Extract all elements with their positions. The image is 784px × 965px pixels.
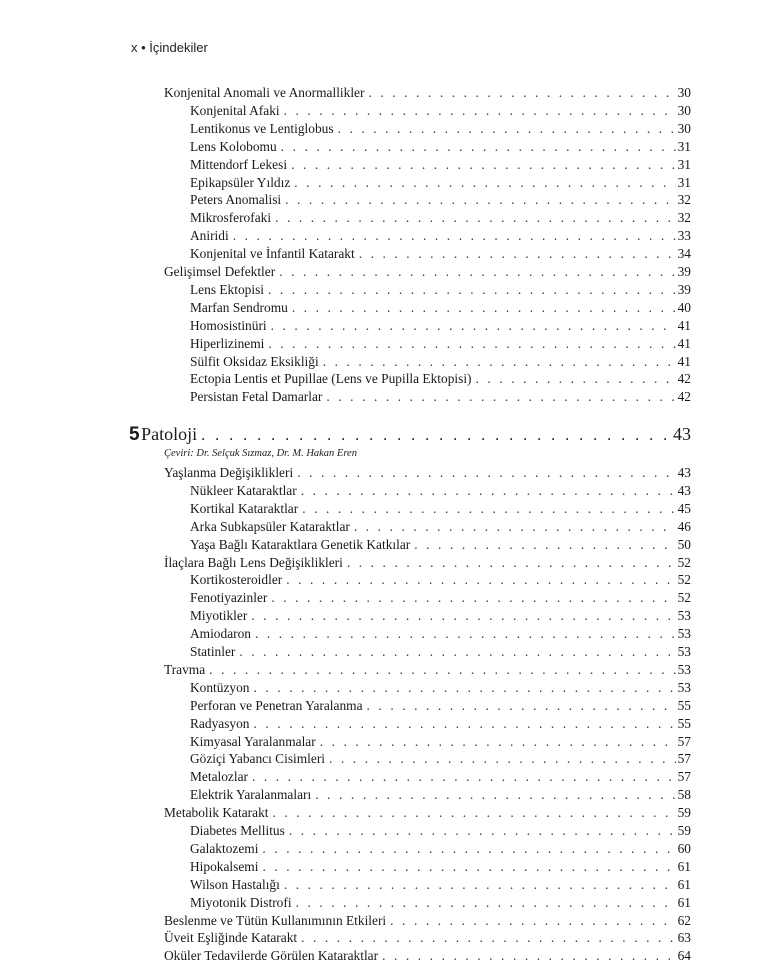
chapter-page: 43 xyxy=(673,424,691,444)
toc-entry-title: Diabetes Mellitus xyxy=(190,823,285,838)
leader-dots xyxy=(268,335,675,353)
toc-entry-page: 31 xyxy=(677,174,691,190)
toc-subsection-entry[interactable] xyxy=(190,500,691,518)
toc-entry-title: Epikapsüler Yıldız xyxy=(190,174,291,190)
toc-entry-title: Kortikal Kataraktlar xyxy=(190,500,299,516)
toc-subsection-entry[interactable] xyxy=(190,750,691,768)
toc-subsection-entry[interactable] xyxy=(190,894,691,912)
leader-dots xyxy=(382,947,676,965)
toc-entry-page: 39 xyxy=(677,281,691,297)
toc-subsection-entry[interactable] xyxy=(190,697,691,715)
toc-entry-title: Hipokalsemi xyxy=(190,858,259,874)
toc-section-entry[interactable] xyxy=(164,661,691,679)
leader-dots xyxy=(359,245,676,263)
toc-entry-title: Göziçi Yabancı Cisimleri xyxy=(190,751,326,767)
toc-subsection-entry[interactable] xyxy=(190,679,691,697)
leader-dots xyxy=(252,768,676,786)
toc-entry-page: 43 xyxy=(677,465,691,480)
toc-entry-title: Elektrik Yaralanmaları xyxy=(190,787,312,803)
toc-subsection-entry[interactable] xyxy=(190,518,691,536)
toc-entry-title: Oküler Tedavilerde Görülen Kataraktlar xyxy=(164,948,379,964)
toc-section-entry[interactable] xyxy=(164,912,691,930)
leader-dots xyxy=(326,388,675,406)
leader-dots xyxy=(367,697,676,715)
toc-subsection-entry[interactable] xyxy=(190,482,691,500)
toc-subsection-entry[interactable] xyxy=(190,120,691,138)
toc-section-entry[interactable] xyxy=(164,84,691,102)
toc-subsection-entry[interactable] xyxy=(190,589,691,607)
toc-subsection-entry[interactable] xyxy=(190,786,691,804)
toc-entry-page: 42 xyxy=(677,389,691,405)
chapter-title: Patoloji xyxy=(141,424,198,444)
toc-entry-page: 41 xyxy=(677,353,691,369)
toc-entry-page: 39 xyxy=(677,264,691,279)
toc-subsection-entry[interactable] xyxy=(190,370,691,388)
leader-dots xyxy=(284,102,676,120)
leader-dots xyxy=(414,536,675,554)
toc-entry-title: Metabolik Katarakt xyxy=(164,805,269,821)
toc-entry-title: Yaşa Bağlı Kataraktlara Genetik Katkılar xyxy=(190,536,411,552)
running-header: x • İçindekiler xyxy=(131,40,208,55)
toc-entry-title: Kontüzyon xyxy=(190,679,250,695)
leader-dots xyxy=(354,518,676,536)
toc-entry-title: Konjenital Anomali ve Anormallikler xyxy=(164,85,365,100)
toc-section-entry[interactable] xyxy=(164,929,691,947)
leader-dots xyxy=(302,500,675,518)
toc-entry-page: 53 xyxy=(677,661,691,677)
toc-entry-page: 61 xyxy=(677,876,691,892)
toc-entry-page: 61 xyxy=(677,894,691,910)
toc-entry-title: Galaktozemi xyxy=(190,840,259,856)
toc-entry-page: 58 xyxy=(677,787,691,803)
leader-dots xyxy=(262,858,675,876)
leader-dots xyxy=(338,120,676,138)
toc-entry-title: Metalozlar xyxy=(190,769,248,785)
toc-entry-page: 53 xyxy=(677,626,691,642)
toc-entry-page: 32 xyxy=(677,210,691,226)
leader-dots xyxy=(301,929,675,947)
toc-subsection-entry[interactable] xyxy=(190,299,691,317)
toc-entry-page: 40 xyxy=(677,299,691,315)
toc-entry-page: 57 xyxy=(677,751,691,767)
toc-entry-title: Miyotikler xyxy=(190,608,248,624)
toc-entry-page: 63 xyxy=(677,930,691,946)
leader-dots xyxy=(233,227,676,245)
leader-dots xyxy=(368,84,675,102)
leader-dots xyxy=(297,464,675,482)
toc-entry-title: Radyasyon xyxy=(190,715,250,731)
leader-dots xyxy=(254,715,676,733)
leader-dots xyxy=(289,822,676,840)
toc-entry-page: 45 xyxy=(677,500,691,516)
toc-entry-title: Üveit Eşliğinde Katarakt xyxy=(164,930,298,946)
toc-entry-title: Lens Ektopisi xyxy=(190,281,265,297)
toc-entry-title: Aniridi xyxy=(190,228,229,244)
leader-dots xyxy=(284,876,676,894)
toc-entry-page: 55 xyxy=(677,697,691,713)
leader-dots xyxy=(255,625,676,643)
toc-entry-title: Statinler xyxy=(190,644,236,659)
leader-dots xyxy=(268,281,676,299)
toc-entry-page: 60 xyxy=(677,840,691,856)
toc-entry-title: Yaşlanma Değişiklikleri xyxy=(164,465,294,480)
toc-entry-title: Marfan Sendromu xyxy=(190,299,288,315)
toc-subsection-entry[interactable] xyxy=(190,227,691,245)
toc-entry-page: 34 xyxy=(677,246,691,262)
leader-dots xyxy=(323,353,676,371)
leader-dots xyxy=(201,427,671,445)
toc-section-entry[interactable] xyxy=(164,947,691,965)
toc-entry-title: Perforan ve Penetran Yaralanma xyxy=(190,697,363,713)
toc-entry-title: Mikrosferofaki xyxy=(190,210,272,226)
toc-subsection-entry[interactable] xyxy=(190,768,691,786)
toc-entry-page: 62 xyxy=(677,912,691,928)
toc-entry-page: 59 xyxy=(677,805,691,821)
toc-entry-page: 33 xyxy=(677,228,691,244)
toc-entry-title: Lentikonus ve Lentiglobus xyxy=(190,120,334,136)
toc-subsection-entry[interactable] xyxy=(190,607,691,625)
toc-entry-title: Mittendorf Lekesi xyxy=(190,156,288,172)
leader-dots xyxy=(329,750,676,768)
toc-subsection-entry[interactable] xyxy=(190,335,691,353)
chapter-number: 5 xyxy=(129,424,140,445)
leader-dots xyxy=(390,912,675,930)
toc-entry-title: İlaçlara Bağlı Lens Değişiklikleri xyxy=(164,554,343,570)
leader-dots xyxy=(271,317,676,335)
toc-entry-page: 64 xyxy=(677,948,691,964)
toc-entry-page: 41 xyxy=(677,317,691,333)
toc-section-entry[interactable] xyxy=(164,263,691,281)
toc-entry-page: 59 xyxy=(677,823,691,838)
toc-entry-title: Sülfit Oksidaz Eksikliği xyxy=(190,353,319,369)
toc-entry-page: 41 xyxy=(677,335,691,351)
leader-dots xyxy=(347,554,676,572)
leader-dots xyxy=(254,679,676,697)
leader-dots xyxy=(291,156,676,174)
toc-subsection-entry[interactable] xyxy=(190,822,691,840)
toc-entry-title: Ectopia Lentis et Pupillae (Lens ve Pupilla Ektopisi) xyxy=(190,371,472,387)
toc-subsection-entry[interactable] xyxy=(190,209,691,227)
toc-entry-page: 55 xyxy=(677,715,691,731)
toc-entry-page: 31 xyxy=(677,156,691,172)
toc-entry-page: 61 xyxy=(677,858,691,874)
leader-dots xyxy=(209,661,675,679)
toc-subsection-entry[interactable] xyxy=(190,388,691,406)
toc-entry-page: 53 xyxy=(677,644,691,659)
leader-dots xyxy=(296,894,676,912)
toc-subsection-entry[interactable] xyxy=(190,733,691,751)
toc-entry-title: Peters Anomalisi xyxy=(190,192,282,208)
toc-subsection-entry[interactable] xyxy=(190,353,691,371)
leader-dots xyxy=(294,174,675,192)
toc-entry-page: 30 xyxy=(677,85,691,100)
toc-entry-title: Miyotonik Distrofi xyxy=(190,894,292,910)
toc-entry-title: Persistan Fetal Damarlar xyxy=(190,389,323,405)
leader-dots xyxy=(239,643,675,661)
leader-dots xyxy=(272,804,675,822)
toc-entry-page: 46 xyxy=(677,518,691,534)
toc-entry-title: Arka Subkapsüler Kataraktlar xyxy=(190,518,350,534)
leader-dots xyxy=(476,370,676,388)
toc-subsection-entry[interactable] xyxy=(190,858,691,876)
toc-entry-page: 53 xyxy=(677,608,691,624)
leader-dots xyxy=(292,299,676,317)
leader-dots xyxy=(279,263,675,281)
leader-dots xyxy=(251,607,675,625)
toc-subsection-entry[interactable] xyxy=(190,536,691,554)
toc-entry-title: Hiperlizinemi xyxy=(190,335,265,351)
toc-subsection-entry[interactable] xyxy=(190,715,691,733)
toc-subsection-entry[interactable] xyxy=(190,643,691,661)
toc-entry-title: Wilson Hastalığı xyxy=(190,876,280,892)
toc-subsection-entry[interactable] xyxy=(190,156,691,174)
leader-dots xyxy=(320,733,676,751)
leader-dots xyxy=(271,589,675,607)
toc-section-entry[interactable] xyxy=(164,464,691,482)
toc-entry-page: 50 xyxy=(677,536,691,552)
toc-section-entry[interactable] xyxy=(164,554,691,572)
toc-entry-title: Travma xyxy=(164,661,206,677)
toc-entry-page: 53 xyxy=(677,679,691,695)
toc-entry-title: Fenotiyazinler xyxy=(190,590,268,606)
leader-dots xyxy=(275,209,676,227)
leader-dots xyxy=(262,840,675,858)
toc-subsection-entry[interactable] xyxy=(190,245,691,263)
toc-entry-page: 30 xyxy=(677,120,691,136)
leader-dots xyxy=(281,138,676,156)
toc-entry-title: Beslenme ve Tütün Kullanımının Etkileri xyxy=(164,912,387,928)
toc-entry-page: 30 xyxy=(677,102,691,118)
toc-entry-title: Konjenital Afaki xyxy=(190,102,280,118)
toc-subsection-entry[interactable] xyxy=(190,102,691,120)
toc-subsection-entry[interactable] xyxy=(190,138,691,156)
toc-subsection-entry[interactable] xyxy=(190,840,691,858)
toc-subsection-entry[interactable] xyxy=(190,191,691,209)
toc-entry-page: 52 xyxy=(677,590,691,606)
leader-dots xyxy=(285,191,675,209)
toc-subsection-entry[interactable] xyxy=(190,317,691,335)
toc-entry-title: Homosistinüri xyxy=(190,317,267,333)
toc-subsection-entry[interactable] xyxy=(190,174,691,192)
chapter-translators: Çeviri: Dr. Selçuk Sızmaz, Dr. M. Hakan Eren xyxy=(164,448,357,459)
toc-entry-title: Nükleer Kataraktlar xyxy=(190,482,297,498)
toc-entry-title: Amiodaron xyxy=(190,626,251,642)
toc-entry-title: Lens Kolobomu xyxy=(190,138,277,154)
toc-entry-title: Kimyasal Yaralanmalar xyxy=(190,733,316,749)
toc-entry-title: Konjenital ve İnfantil Katarakt xyxy=(190,246,355,262)
toc-entry-title: Gelişimsel Defektler xyxy=(164,264,276,279)
toc-entry-page: 57 xyxy=(677,769,691,785)
toc-subsection-entry[interactable] xyxy=(190,571,691,589)
leader-dots xyxy=(301,482,676,500)
toc-entry-page: 32 xyxy=(677,192,691,208)
toc-entry-page: 52 xyxy=(677,572,691,588)
toc-subsection-entry[interactable] xyxy=(190,625,691,643)
chapter-heading[interactable] xyxy=(129,424,691,446)
toc-entry-page: 57 xyxy=(677,733,691,749)
toc-subsection-entry[interactable] xyxy=(190,876,691,894)
toc-entry-page: 42 xyxy=(677,371,691,387)
leader-dots xyxy=(286,571,675,589)
toc-entry-page: 43 xyxy=(677,482,691,498)
leader-dots xyxy=(315,786,675,804)
toc-entry-page: 52 xyxy=(677,554,691,570)
toc-entry-page: 31 xyxy=(677,138,691,154)
toc-entry-title: Kortikosteroidler xyxy=(190,572,283,588)
toc-subsection-entry[interactable] xyxy=(190,281,691,299)
toc-section-entry[interactable] xyxy=(164,804,691,822)
